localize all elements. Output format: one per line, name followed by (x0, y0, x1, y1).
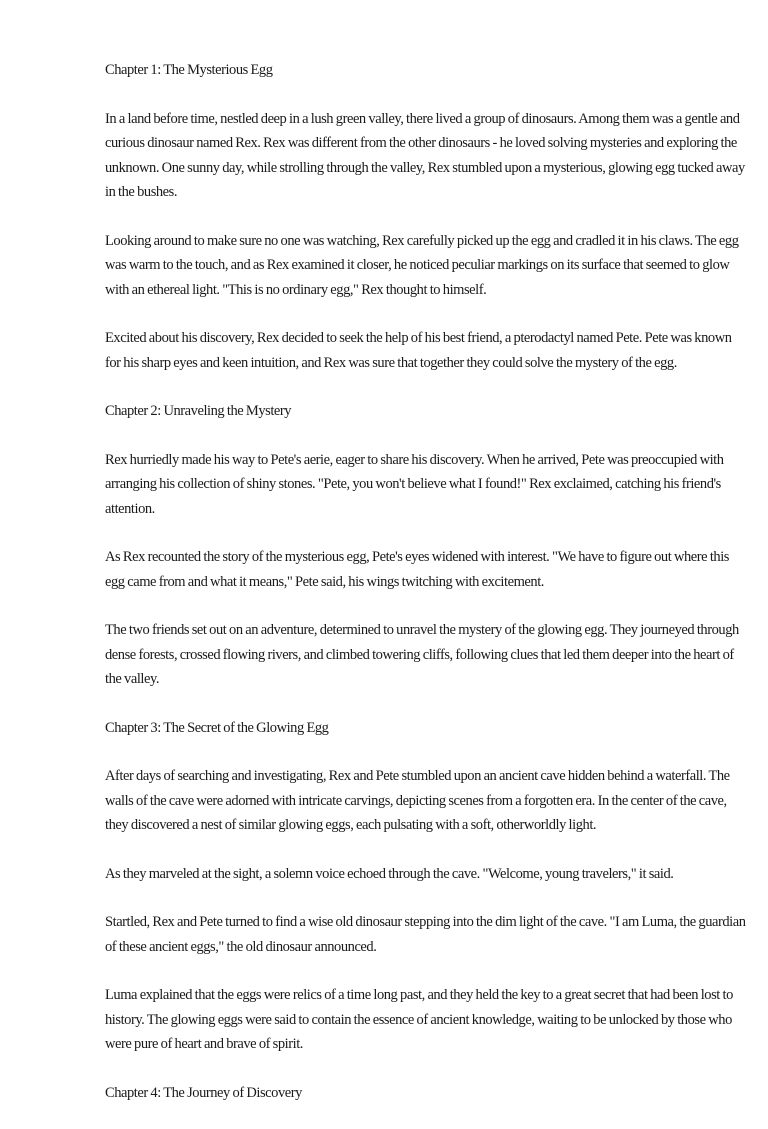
paragraph: Excited about his discovery, Rex decided to seek the help of his best friend, a pterodactyl named Pete. Pete was known for his sharp eyes and keen intuition, and Rex was sure that together they could solve the mystery of the egg. (105, 330, 732, 371)
paragraph: The two friends set out on an adventure, determined to unravel the mystery of the glowing egg. They journeyed through dense forests, crossed flowing rivers, and climbed towering cliffs, following clues that led them deeper into the heart of the valley. (105, 622, 739, 687)
paragraph: After days of searching and investigating, Rex and Pete stumbled upon an ancient cave hidden behind a waterfall. The walls of the cave were adorned with intricate carvings, depicting scenes from a forgotten era. In the center of the cave, they discovered a nest of similar glowing eggs, each pulsating with a soft, otherworldly light. (105, 768, 730, 833)
paragraph: Startled, Rex and Pete turned to find a wise old dinosaur stepping into the dim light of the cave. "I am Luma, the guardian of these ancient eggs," the old dinosaur announced. (105, 914, 746, 955)
paragraph: As Rex recounted the story of the mysterious egg, Pete's eyes widened with interest. "We have to figure out where this egg came from and what it means," Pete said, his wings twitching with excitement. (105, 549, 729, 590)
paragraph: As they marveled at the sight, a solemn voice echoed through the cave. "Welcome, young travelers," it said. (105, 865, 674, 882)
paragraph: In a land before time, nestled deep in a lush green valley, there lived a group of dinosaurs. Among them was a gentle and curious dinosaur named Rex. Rex was different from the other dinosaurs - he loved solving mysteries and exploring the unknown. One sunny day, while strolling through the valley, Rex stumbled upon a mysterious, glowing egg tucked away in the bushes. (105, 110, 745, 200)
chapter-2-heading: Chapter 2: Unraveling the Mystery (105, 403, 292, 419)
chapter-4-heading: Chapter 4: The Journey of Discovery (105, 1084, 302, 1101)
chapter-3-heading: Chapter 3: The Secret of the Glowing Egg (105, 719, 329, 736)
paragraph: Rex hurriedly made his way to Pete's aerie, eager to share his discovery. When he arrived, Pete was preoccupied with arranging his collection of shiny stones. "Pete, you won't believe what I found!" Rex exclaimed, catching his friend's attention. (105, 451, 724, 517)
paragraph: Looking around to make sure no one was watching, Rex carefully picked up the egg and cradled it in his claws. The egg was warm to the touch, and as Rex examined it closer, he noticed peculiar markings on its surface that seemed to glow with an ethereal light. "This is no ordinary egg," Rex thought to himself. (105, 232, 739, 298)
chapter-1-heading: Chapter 1: The Mysterious Egg (105, 62, 273, 78)
document-page (105, 58, 747, 1129)
paragraph: Luma explained that the eggs were relics of a time long past, and they held the key to a great secret that had been lost to history. The glowing eggs were said to contain the essence of ancient knowledge, waiting to be unlocked by those who were pure of heart and brave of spirit. (105, 987, 733, 1052)
